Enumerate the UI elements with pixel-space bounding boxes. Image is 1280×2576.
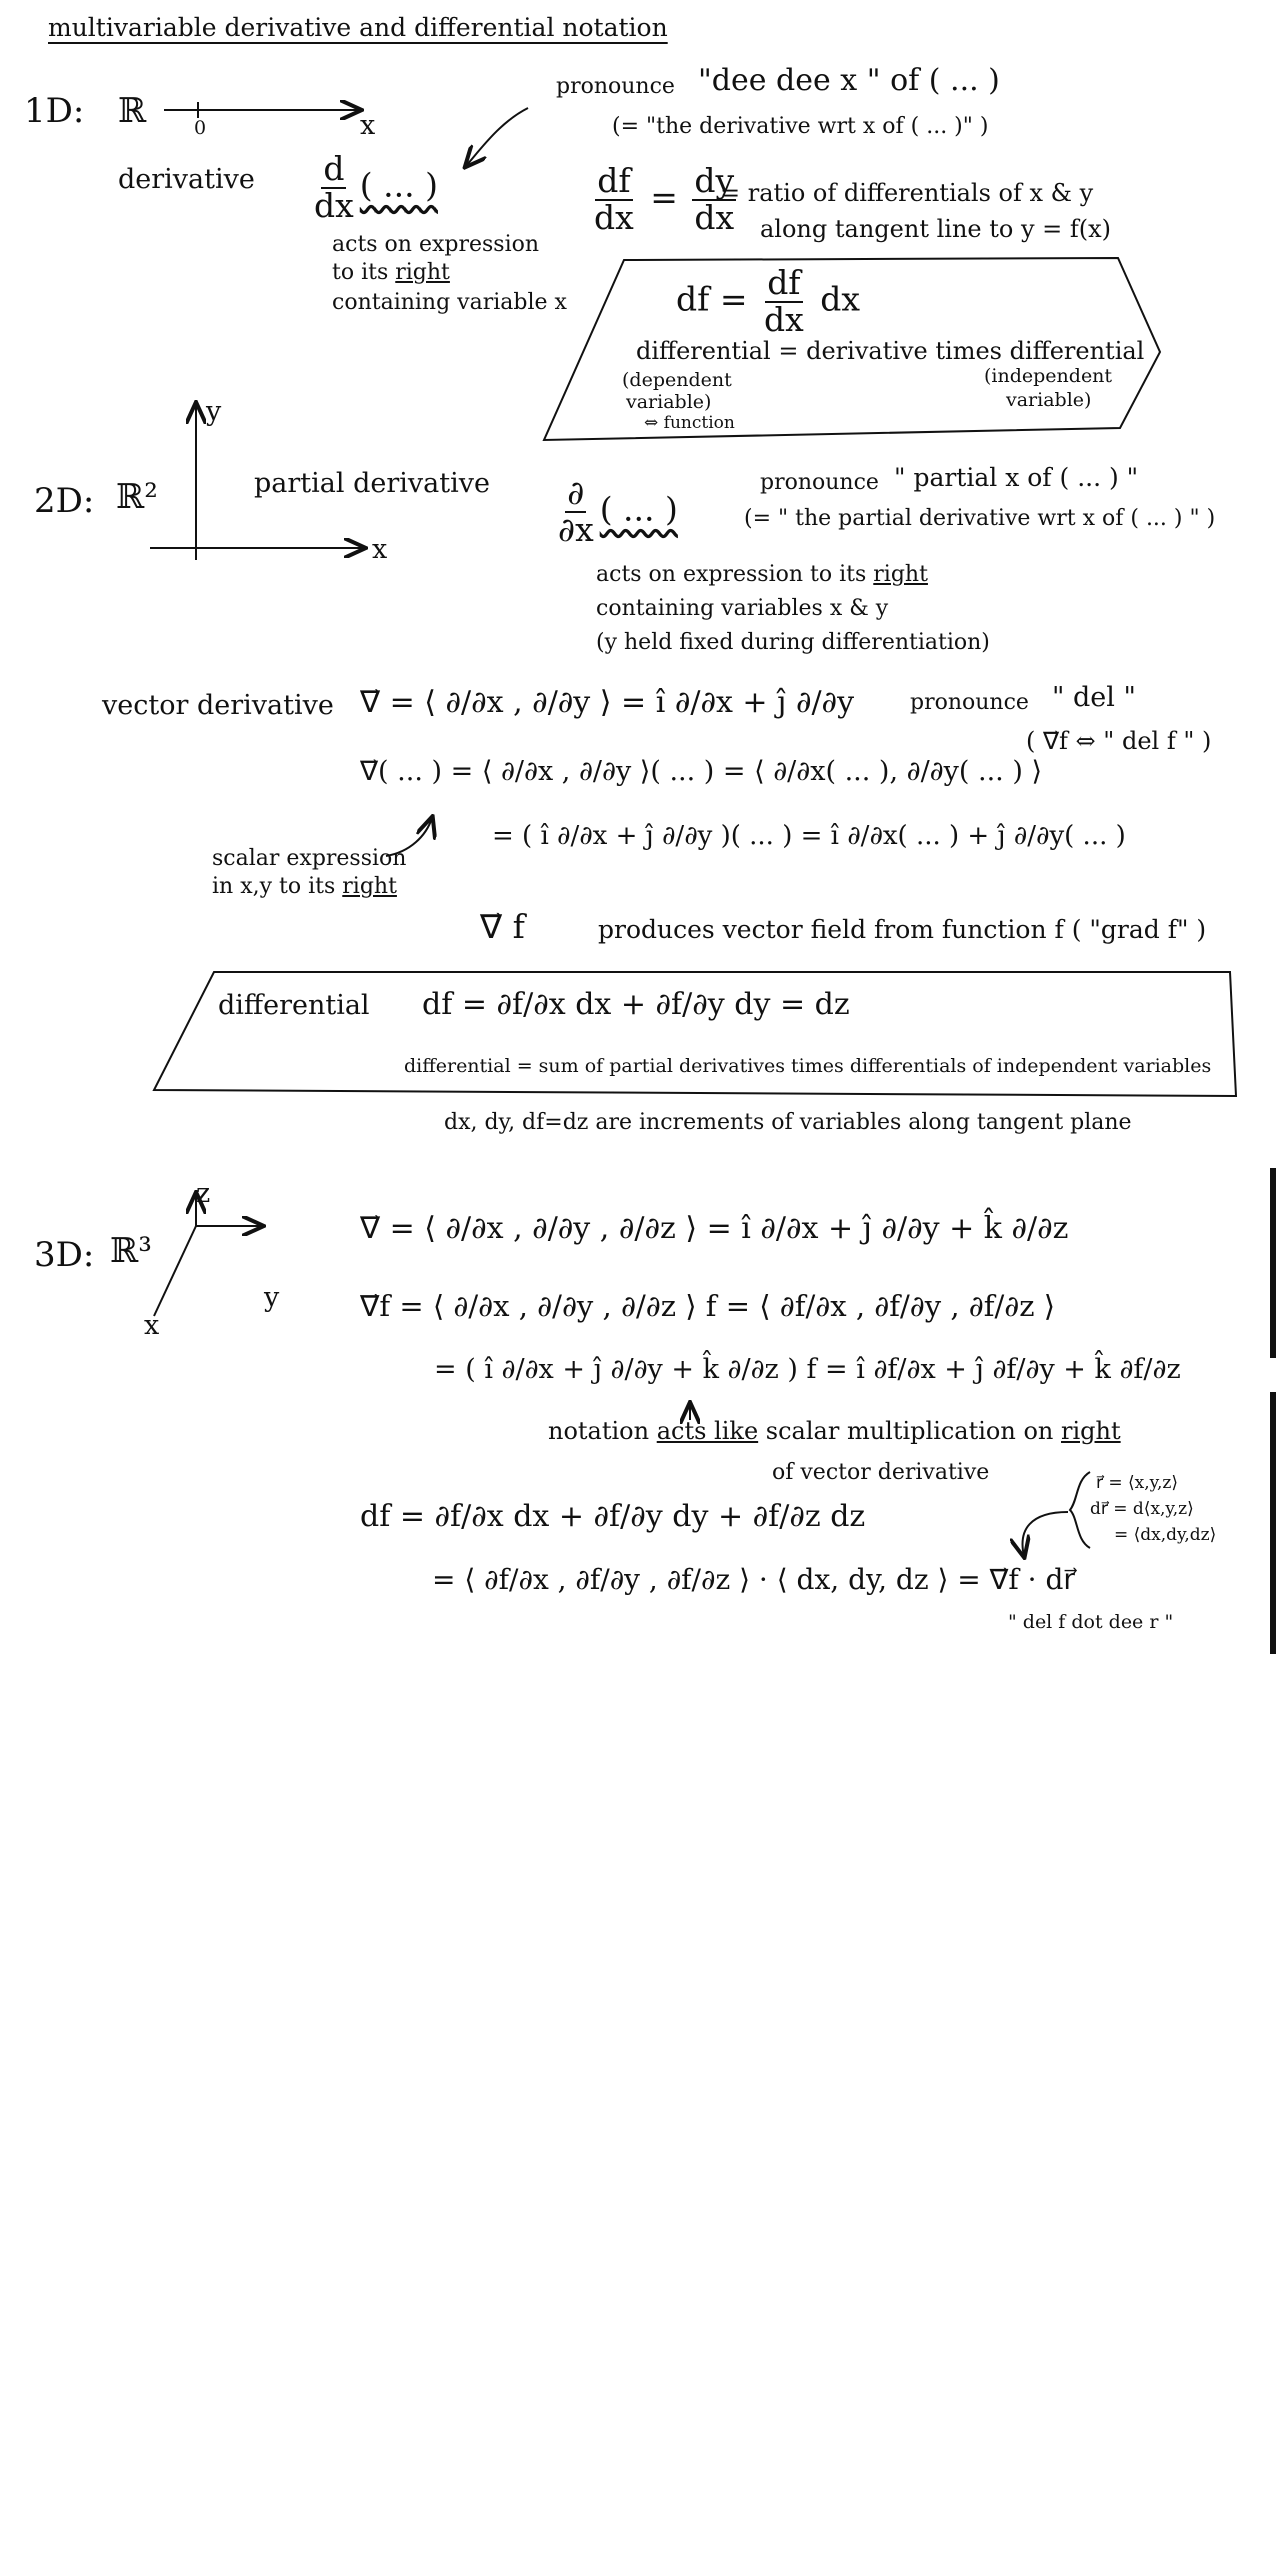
acts-2d-pre: acts on expression to its <box>596 562 874 587</box>
axis-x-label-3d: x <box>144 1310 160 1341</box>
acts-line2-pre: to its <box>332 260 396 285</box>
scalar-note-2 <box>212 874 397 899</box>
ratio-equation <box>588 161 740 237</box>
space-r3: ℝ³ <box>110 1231 152 1271</box>
axis-x-label-1d: x <box>360 110 376 141</box>
pronounce-arrow-1d <box>466 108 528 166</box>
box-differential-eq <box>676 263 860 339</box>
section-1d-label: 1D: <box>24 91 85 131</box>
scalar-note-1: scalar expression <box>212 846 407 871</box>
ratio-desc1: = ratio of differentials of x & y <box>720 179 1094 207</box>
acts-2d-line3: (y held fixed during differentiation) <box>596 630 990 655</box>
r-def-arrow <box>1023 1512 1068 1556</box>
ratio-lhs-num: df <box>597 161 631 200</box>
acts-like-line2: of vector derivative <box>772 1460 990 1485</box>
dot-pronounce: " del f dot dee r " <box>1008 1611 1174 1633</box>
space-r1: ℝ <box>118 91 147 131</box>
tangent-plane-note: dx, dy, df=dz are increments of variables along tangent plane <box>444 1110 1132 1135</box>
ratio-rhs-den: dx <box>694 197 735 237</box>
pronounce-gloss-1d: (= "the derivative wrt x of ( ... )" ) <box>612 114 989 139</box>
scan-edge-mark <box>1270 1392 1276 1654</box>
differential-eq-2d: df = ∂f/∂x dx + ∂f/∂y dy = dz <box>422 987 850 1022</box>
r-def-1: r⃗ = ⟨x,y,z⟩ <box>1096 1473 1179 1493</box>
op-num: d <box>323 149 345 188</box>
r-def-2: dr⃗ = d⟨x,y,z⟩ <box>1090 1499 1194 1519</box>
acts-like-mid: scalar multiplication on <box>758 1417 1062 1445</box>
box-desc: differential = derivative times differential <box>636 337 1145 365</box>
pronounce-word-1d: pronounce <box>556 74 675 99</box>
acts-line2-right: right <box>395 260 450 285</box>
df-3d-line1: df = ∂f/∂x dx + ∂f/∂y dy + ∂f/∂z dz <box>360 1499 866 1534</box>
box-dep1: (dependent <box>622 369 732 391</box>
acts-like-pre: notation <box>548 1417 657 1445</box>
acts-on-line3: containing variable x <box>332 290 567 315</box>
del-pronounce-word: pronounce <box>910 690 1029 715</box>
df-3d-line2: = ⟨ ∂f/∂x , ∂f/∂y , ∂f/∂z ⟩ · ⟨ dx, dy, dz ⟩ = ∇⃗f · dr⃗ <box>432 1563 1075 1596</box>
axis-origin-label: 0 <box>194 117 207 139</box>
axis-x-label-2d: x <box>372 534 388 565</box>
grad-description: produces vector field from function f ( "grad f" ) <box>598 915 1207 944</box>
ratio-eq: = <box>650 177 678 217</box>
scan-edge-mark <box>1270 1168 1276 1358</box>
differential-label-2d: differential <box>218 990 370 1021</box>
acts-2d-right: right <box>873 562 928 587</box>
partial-arg: ( ... ) <box>599 489 678 529</box>
box-dep2: variable) <box>626 391 712 413</box>
grad-expression: ∇⃗ f <box>480 907 525 946</box>
del-apply-2: = ( î ∂/∂x + ĵ ∂/∂y )( ... ) = î ∂/∂x( ... ) + ĵ ∂/∂y( ... ) <box>492 821 1126 851</box>
box-rhs: dx <box>820 279 860 319</box>
box-lhs: df = <box>676 279 748 319</box>
del-definition-3d: ∇⃗ = ⟨ ∂/∂x , ∂/∂y , ∂/∂z ⟩ = î ∂/∂x + ĵ ∂/∂y + k̂ ∂/∂z <box>360 1211 1069 1246</box>
grad-3d-line2: = ( î ∂/∂x + ĵ ∂/∂y + k̂ ∂/∂z ) f = î ∂f/∂x + ĵ ∂f/∂y + k̂ ∂f/∂z <box>434 1354 1181 1385</box>
del-definition-2d: ∇⃗ = ⟨ ∂/∂x , ∂/∂y ⟩ = î ∂/∂x + ĵ ∂/∂y <box>360 685 855 720</box>
acts-like-note <box>548 1418 1121 1446</box>
del-apply-1: ∇⃗( ... ) = ⟨ ∂/∂x , ∂/∂y ⟩( ... ) = ⟨ ∂/∂x( ... ), ∂/∂y( ... ) ⟩ <box>360 756 1042 787</box>
partial-num: ∂ <box>567 473 585 512</box>
op-den: dx <box>314 185 354 225</box>
acts-2d-line1 <box>596 562 928 587</box>
pronounce-text-1d: "dee dee x " of ( ... ) <box>698 63 1000 98</box>
page-title: multivariable derivative and differential notation <box>48 13 668 42</box>
axis-y-label-2d: y <box>206 396 222 427</box>
ratio-desc2: along tangent line to y = f(x) <box>760 215 1112 243</box>
box-den: dx <box>763 299 804 339</box>
box-indep2: variable) <box>1006 389 1092 411</box>
derivative-label: derivative <box>118 164 255 195</box>
op-arg: ( ... ) <box>359 165 438 205</box>
axis-y-label-3d: y <box>264 1282 280 1313</box>
partial-den: ∂x <box>558 509 594 549</box>
axis-3d-x <box>154 1226 196 1316</box>
axis-z-label-3d: z <box>196 1178 211 1209</box>
box-num: df <box>767 263 801 302</box>
partial-operator <box>552 473 678 549</box>
pronounce-gloss-2d: (= " the partial derivative wrt x of ( ... ) " ) <box>744 506 1216 531</box>
del-pronounce-text: " del " <box>1052 682 1136 713</box>
acts-like-right: right <box>1061 1417 1121 1445</box>
space-r2: ℝ² <box>116 477 158 517</box>
pronounce-text-2d: " partial x of ( ... ) " <box>894 463 1139 492</box>
section-3d-label: 3D: <box>34 1235 95 1275</box>
pronounce-word-2d: pronounce <box>760 470 879 495</box>
grad-3d-line1: ∇⃗f = ⟨ ∂/∂x , ∂/∂y , ∂/∂z ⟩ f = ⟨ ∂f/∂x , ∂f/∂y , ∂f/∂z ⟩ <box>360 1289 1056 1323</box>
derivative-operator <box>308 149 438 225</box>
scalar-note-2-right: right <box>342 874 397 899</box>
differential-desc-2d: differential = sum of partial derivatives times differentials of independent variables <box>404 1055 1212 1077</box>
section-2d-label: 2D: <box>34 481 95 521</box>
del-f-text: ( ∇⃗f ⇔ " del f " ) <box>1026 727 1212 755</box>
box-indep1: (independent <box>984 365 1113 387</box>
ratio-lhs-den: dx <box>594 197 634 237</box>
acts-like-word: acts like <box>656 1417 759 1445</box>
acts-2d-line2: containing variables x & y <box>596 596 889 621</box>
acts-on-line1: acts on expression <box>332 232 540 257</box>
partial-derivative-label: partial derivative <box>254 468 490 499</box>
ratio-rhs-num: dy <box>694 161 735 200</box>
box-dep3: ⇔ function <box>644 413 735 433</box>
acts-on-line2 <box>332 260 450 285</box>
r-def-brace <box>1070 1472 1090 1548</box>
r-def-3: = ⟨dx,dy,dz⟩ <box>1114 1525 1217 1545</box>
scalar-note-2-pre: in x,y to its <box>212 874 343 899</box>
vector-derivative-label: vector derivative <box>102 690 334 721</box>
